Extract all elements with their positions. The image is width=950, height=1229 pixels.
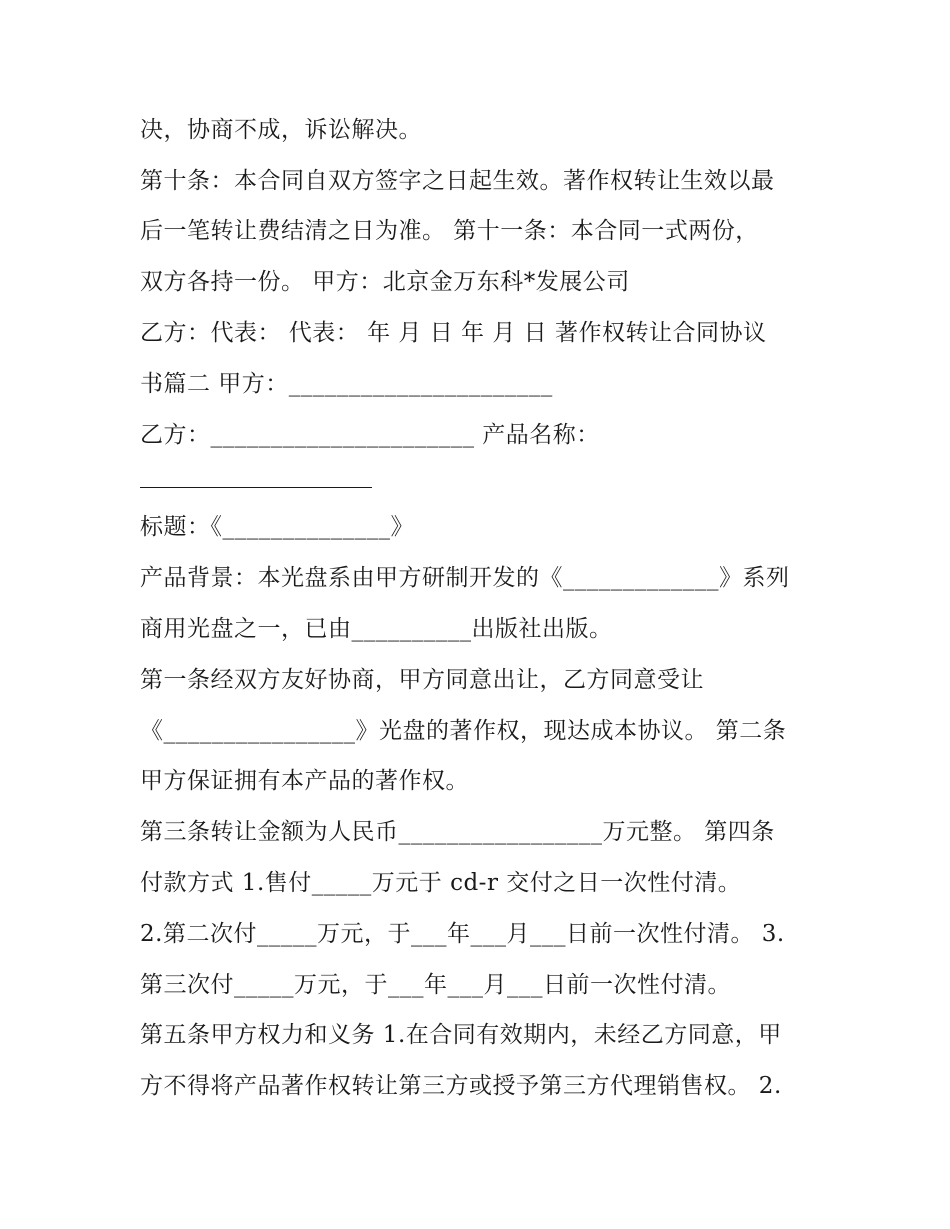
text-line-9: 标题：《______________》 [140, 514, 414, 540]
text-line-2: 第十条：本合同自双方签字之日起生效。著作权转让生效以最 [140, 168, 775, 194]
text-line-13: 《________________》光盘的著作权，现达成本协议。 第二条 [140, 718, 787, 744]
text-line-19: 第五条甲方权力和义务 1.在合同有效期内，未经乙方同意，甲 [140, 1022, 782, 1048]
blank-underline [140, 487, 372, 488]
text-line-6: 书篇二 甲方：______________________ [140, 371, 553, 397]
text-line-3: 后一笔转让费结清之日为准。 第十一条：本合同一式两份， [140, 218, 759, 244]
text-line-15: 第三条转让金额为人民币_________________万元整。 第四条 [140, 819, 775, 845]
text-line-10: 产品背景：本光盘系由甲方研制开发的《_____________》系列 [140, 565, 790, 591]
text-line-5: 乙方：代表： 代表： 年 月 日 年 月 日 著作权转让合同协议 [140, 320, 767, 346]
text-line-1: 决，协商不成，诉讼解决。 [140, 117, 422, 143]
text-line-11: 商用光盘之一，已由__________出版社出版。 [140, 616, 613, 642]
text-line-18: 第三次付_____万元，于___年___月___日前一次性付清。 [140, 972, 731, 998]
text-line-20: 方不得将产品著作权转让第三方或授予第三方代理销售权。 2. [140, 1073, 782, 1099]
text-line-7: 乙方：______________________ 产品名称： [140, 422, 600, 448]
text-line-14: 甲方保证拥有本产品的著作权。 [140, 768, 469, 794]
text-line-16: 付款方式 1.售付_____万元于 cd-r 交付之日一次性付清。 [140, 870, 742, 896]
text-line-4: 双方各持一份。 甲方：北京金万东科*发展公司 [140, 269, 630, 295]
text-line-17: 2.第二次付_____万元，于___年___月___日前一次性付清。 3. [140, 921, 785, 947]
text-line-12: 第一条经双方友好协商，甲方同意出让，乙方同意受让 [140, 667, 704, 693]
